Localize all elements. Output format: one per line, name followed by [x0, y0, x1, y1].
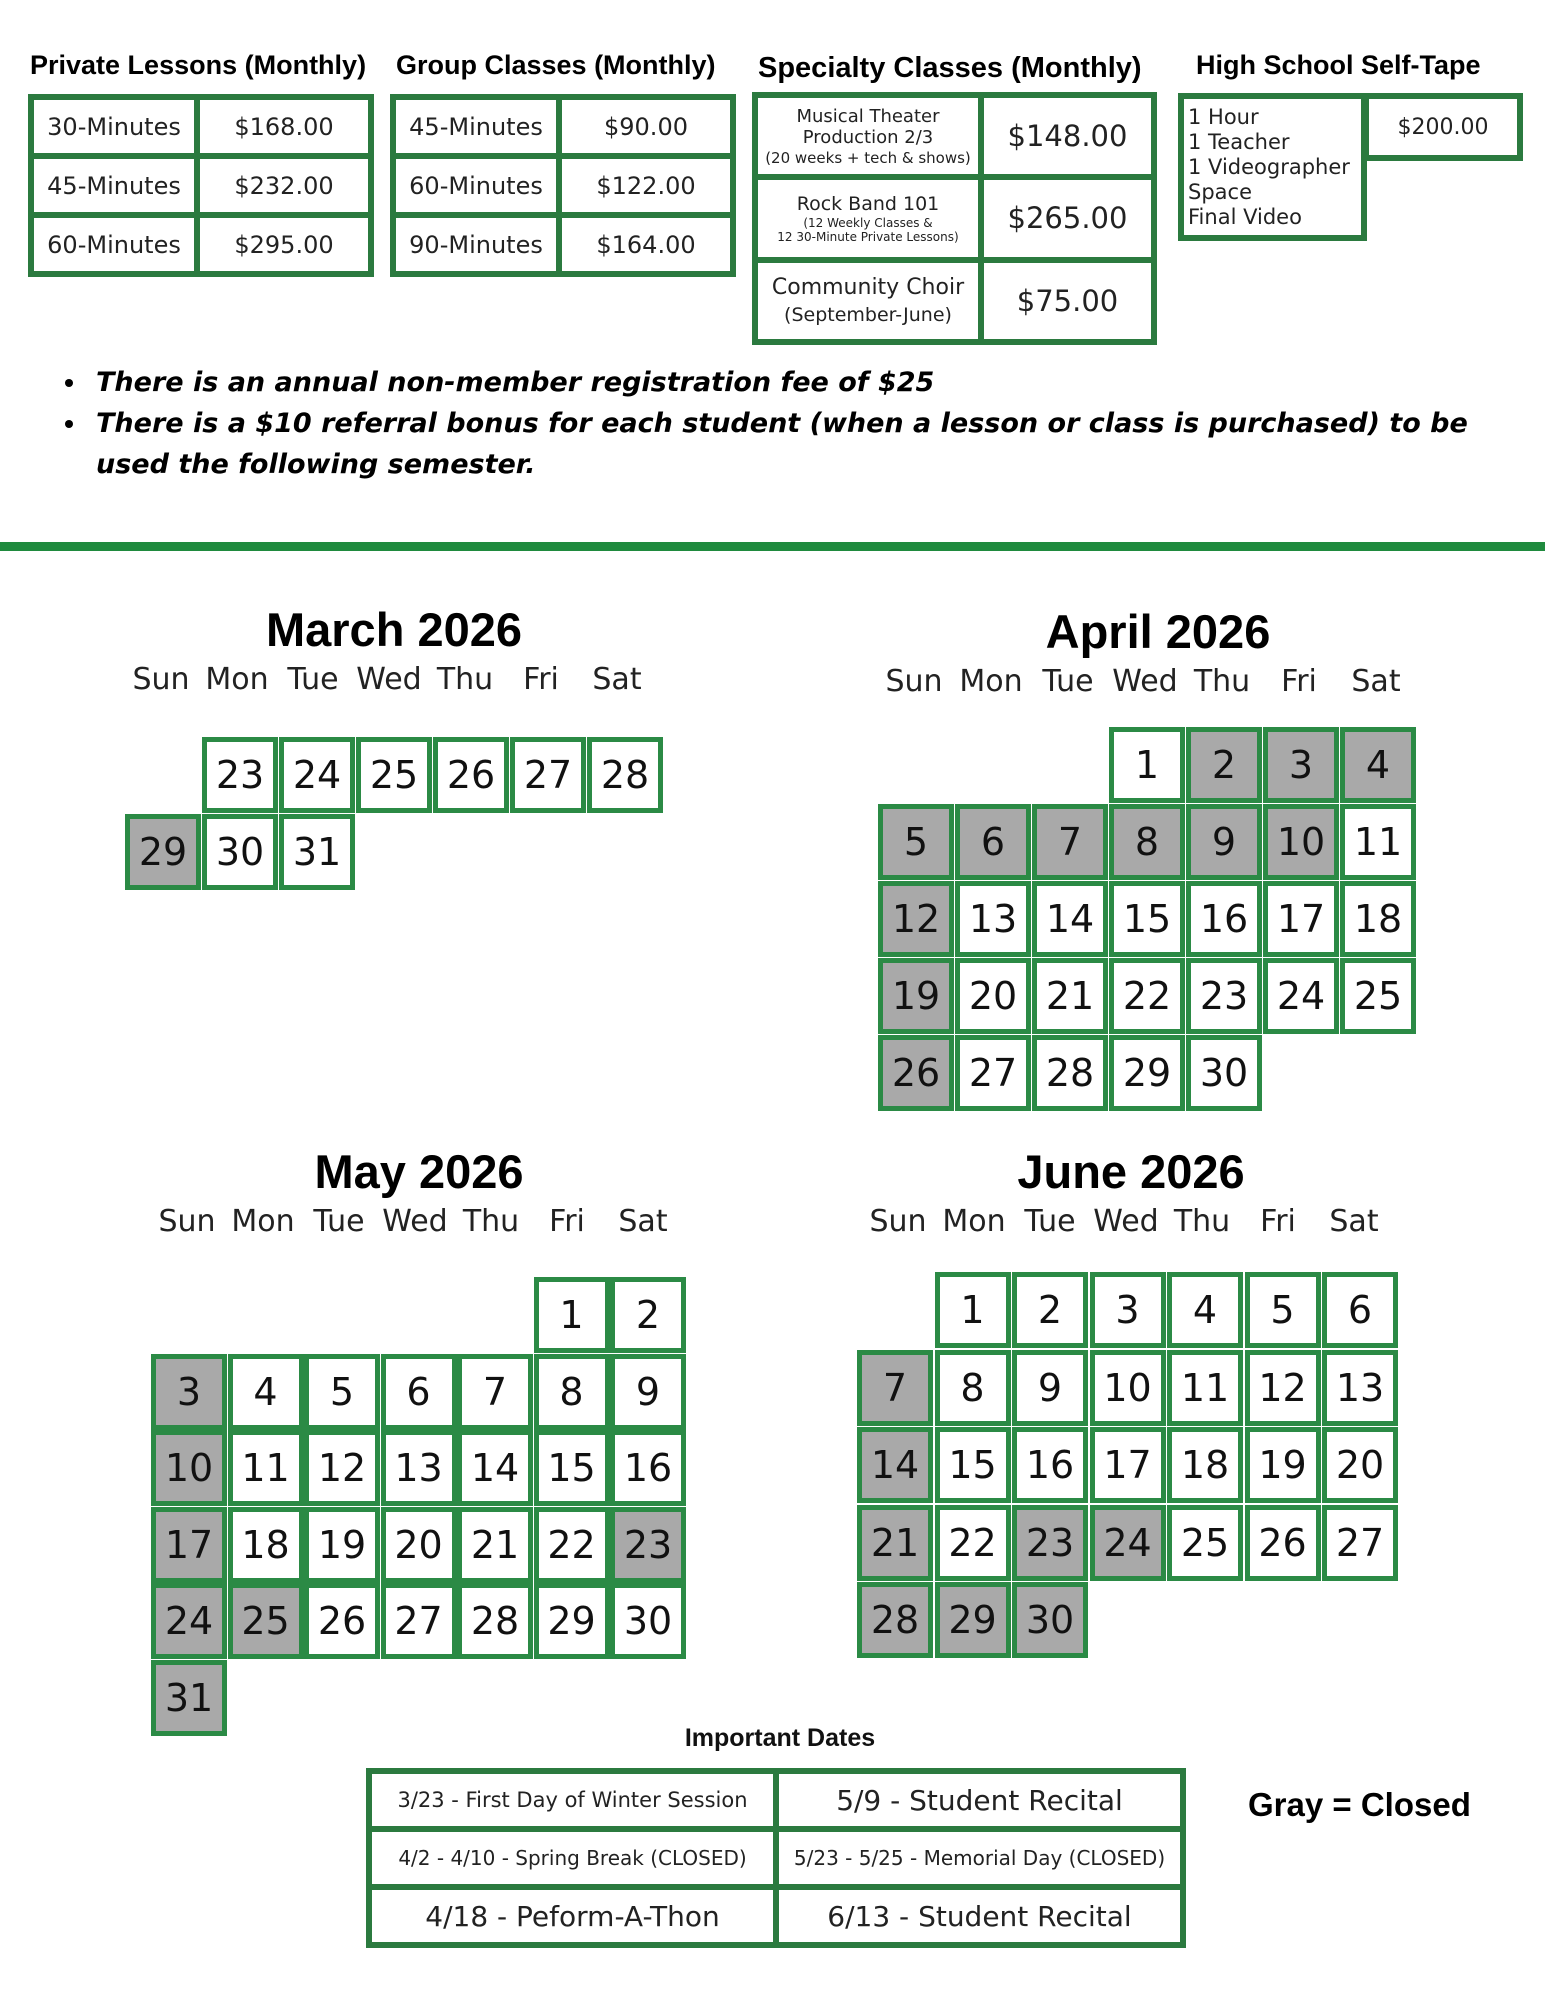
- calendar-day: 12: [304, 1430, 380, 1506]
- specialty-line: (20 weeks + tech & shows): [765, 148, 971, 167]
- note-item: • There is a $10 referral bonus for each student (when a lesson or class is purchased) to be used the following semester.: [88, 403, 1528, 485]
- important-date: 4/2 - 4/10 - Spring Break (CLOSED): [372, 1832, 773, 1884]
- calendar-day: 20: [1322, 1427, 1398, 1503]
- calendar-day: 25: [1340, 958, 1416, 1034]
- calendar-day: 25: [1167, 1505, 1243, 1581]
- calendar-day: 14: [1032, 881, 1108, 957]
- calendar-day: 28: [457, 1583, 533, 1659]
- calendar-day: 26: [1245, 1505, 1321, 1581]
- calendar-day: 4: [1340, 727, 1416, 803]
- calendar-day: 21: [1032, 958, 1108, 1034]
- weekday-sat: Sat: [1329, 1204, 1379, 1239]
- important-date: 5/23 - 5/25 - Memorial Day (CLOSED): [779, 1832, 1180, 1884]
- calendar-day: 8: [1109, 804, 1185, 880]
- calendar-day: 15: [1109, 881, 1185, 957]
- calendar-day: 8: [534, 1354, 610, 1430]
- calendar-day: 28: [1032, 1035, 1108, 1111]
- calendar-day: 3: [1090, 1272, 1166, 1348]
- calendar-day: 16: [1186, 881, 1262, 957]
- calendar-day: 21: [857, 1505, 933, 1581]
- calendar-day: 10: [1090, 1350, 1166, 1426]
- calendar-day: 18: [1340, 881, 1416, 957]
- calendar-day: 16: [1012, 1427, 1088, 1503]
- weekday-sun: Sun: [885, 664, 943, 699]
- calendar-day: 23: [610, 1507, 686, 1583]
- calendar-day: 18: [228, 1507, 304, 1583]
- section-divider: [0, 542, 1545, 551]
- price-value: $295.00: [200, 218, 368, 271]
- weekday-fri: Fri: [549, 1204, 585, 1239]
- calendar-day: 5: [878, 804, 954, 880]
- self-tape-line: 1 Videographer: [1188, 154, 1350, 179]
- specialty-classes-title: Specialty Classes (Monthly): [758, 52, 1142, 84]
- calendar-day: 22: [534, 1507, 610, 1583]
- calendar-day: 29: [1109, 1035, 1185, 1111]
- calendar-day: 30: [610, 1583, 686, 1659]
- calendar-day: 11: [1167, 1350, 1243, 1426]
- note-item: • There is an annual non-member registration fee of $25: [88, 362, 1528, 403]
- calendar-day: 16: [610, 1430, 686, 1506]
- calendar-day: 3: [151, 1354, 227, 1430]
- weekday-mon: Mon: [942, 1204, 1006, 1239]
- weekday-tue: Tue: [1042, 664, 1094, 699]
- price-label: 60-Minutes: [34, 218, 194, 271]
- weekday-mon: Mon: [205, 662, 269, 697]
- calendar-day: 28: [857, 1582, 933, 1658]
- price-value: $122.00: [562, 159, 730, 212]
- calendar-day: 8: [935, 1350, 1011, 1426]
- calendar-day: 23: [1012, 1505, 1088, 1581]
- calendar-day: 10: [151, 1430, 227, 1506]
- private-lessons-title: Private Lessons (Monthly): [30, 50, 367, 80]
- weekday-thu: Thu: [1173, 1204, 1231, 1239]
- calendar-day: 27: [510, 737, 586, 813]
- price-value: $148.00: [984, 98, 1151, 174]
- weekday-tue: Tue: [313, 1204, 365, 1239]
- specialty-line: Production 2/3: [802, 127, 934, 149]
- calendar-day: 23: [1186, 958, 1262, 1034]
- calendar-day: 5: [1245, 1272, 1321, 1348]
- calendar-day: 25: [228, 1583, 304, 1659]
- june-weekdays: [0, 1204, 1545, 1244]
- specialty-label: [758, 263, 978, 339]
- calendar-day: 24: [1090, 1505, 1166, 1581]
- calendar-day: 26: [304, 1583, 380, 1659]
- price-value: $164.00: [562, 218, 730, 271]
- weekday-thu: Thu: [436, 662, 494, 697]
- calendar-day: 17: [1263, 881, 1339, 957]
- calendar-day: 30: [1012, 1582, 1088, 1658]
- calendar-day: 17: [151, 1507, 227, 1583]
- weekday-wed: Wed: [1112, 664, 1178, 699]
- specialty-line: Rock Band 101: [796, 192, 940, 215]
- calendar-day: 14: [857, 1427, 933, 1503]
- calendar-day: 31: [151, 1660, 227, 1736]
- group-classes-table: [390, 94, 736, 277]
- price-label: 45-Minutes: [34, 159, 194, 212]
- calendar-day: 6: [955, 804, 1031, 880]
- group-classes-title: Group Classes (Monthly): [396, 50, 716, 80]
- calendar-day: 7: [457, 1354, 533, 1430]
- calendar-day: 1: [534, 1277, 610, 1353]
- calendar-day: 27: [1322, 1505, 1398, 1581]
- self-tape-line: 1 Hour: [1188, 104, 1259, 129]
- important-date: 4/18 - Peform-A-Thon: [372, 1890, 773, 1942]
- calendar-day: 30: [202, 814, 278, 890]
- weekday-fri: Fri: [523, 662, 559, 697]
- price-value: $200.00: [1369, 99, 1517, 155]
- calendar-day: 29: [125, 814, 201, 890]
- calendar-day: 28: [587, 737, 663, 813]
- calendar-day: 10: [1263, 804, 1339, 880]
- specialty-label: [758, 180, 978, 256]
- calendar-day: 19: [878, 958, 954, 1034]
- price-value: $265.00: [984, 180, 1151, 256]
- self-tape-price-table: [1363, 93, 1523, 161]
- important-date: 3/23 - First Day of Winter Session: [372, 1774, 773, 1826]
- weekday-sat: Sat: [592, 662, 642, 697]
- calendar-day: 13: [955, 881, 1031, 957]
- calendar-day: 2: [1186, 727, 1262, 803]
- calendar-day: 1: [935, 1272, 1011, 1348]
- specialty-line: Musical Theater: [796, 105, 940, 127]
- calendar-day: 29: [935, 1582, 1011, 1658]
- closed-legend: Gray = Closed: [1248, 1786, 1471, 1823]
- calendar-day: 27: [955, 1035, 1031, 1111]
- price-label: 30-Minutes: [34, 100, 194, 153]
- calendar-day: 27: [381, 1583, 457, 1659]
- weekday-sun: Sun: [132, 662, 190, 697]
- calendar-day: 23: [202, 737, 278, 813]
- march-title: March 2026: [265, 603, 523, 656]
- calendar-day: 20: [955, 958, 1031, 1034]
- self-tape-title: High School Self-Tape: [1196, 50, 1481, 80]
- calendar-day: 13: [1322, 1350, 1398, 1426]
- calendar-day: 7: [857, 1350, 933, 1426]
- calendar-day: 14: [457, 1430, 533, 1506]
- weekday-sun: Sun: [158, 1204, 216, 1239]
- calendar-day: 4: [228, 1354, 304, 1430]
- calendar-day: 24: [1263, 958, 1339, 1034]
- calendar-day: 17: [1090, 1427, 1166, 1503]
- calendar-day: 22: [935, 1505, 1011, 1581]
- specialty-classes-table: [752, 92, 1157, 345]
- calendar-day: 24: [151, 1583, 227, 1659]
- calendar-day: 15: [935, 1427, 1011, 1503]
- price-label: 45-Minutes: [396, 100, 556, 153]
- price-label: 90-Minutes: [396, 218, 556, 271]
- weekday-thu: Thu: [462, 1204, 520, 1239]
- calendar-day: 29: [534, 1583, 610, 1659]
- calendar-day: 22: [1109, 958, 1185, 1034]
- calendar-day: 25: [356, 737, 432, 813]
- calendar-day: 13: [381, 1430, 457, 1506]
- weekday-fri: Fri: [1281, 664, 1317, 699]
- april-weekdays: [0, 664, 1545, 704]
- weekday-sat: Sat: [618, 1204, 668, 1239]
- notes-list: [52, 362, 1528, 485]
- june-title: June 2026: [1017, 1145, 1245, 1198]
- weekday-wed: Wed: [356, 662, 422, 697]
- calendar-day: 6: [381, 1354, 457, 1430]
- calendar-day: 2: [610, 1277, 686, 1353]
- specialty-line: 12 30-Minute Private Lessons): [777, 229, 959, 244]
- calendar-day: 20: [381, 1507, 457, 1583]
- important-dates-title: Important Dates: [684, 1724, 876, 1752]
- calendar-day: 12: [878, 881, 954, 957]
- weekday-thu: Thu: [1193, 664, 1251, 699]
- calendar-day: 12: [1245, 1350, 1321, 1426]
- price-value: $75.00: [984, 263, 1151, 339]
- calendar-day: 31: [279, 814, 355, 890]
- april-title: April 2026: [1045, 605, 1271, 658]
- calendar-day: 5: [304, 1354, 380, 1430]
- weekday-mon: Mon: [959, 664, 1023, 699]
- self-tape-line: 1 Teacher: [1188, 129, 1290, 154]
- weekday-wed: Wed: [382, 1204, 448, 1239]
- may-title: May 2026: [314, 1145, 524, 1198]
- self-tape-details: [1184, 99, 1361, 235]
- calendar-day: 19: [1245, 1427, 1321, 1503]
- weekday-mon: Mon: [231, 1204, 295, 1239]
- price-value: $168.00: [200, 100, 368, 153]
- calendar-day: 7: [1032, 804, 1108, 880]
- self-tape-line: Space: [1188, 179, 1252, 204]
- important-date: 5/9 - Student Recital: [779, 1774, 1180, 1826]
- specialty-line: (12 Weekly Classes &: [803, 215, 933, 230]
- calendar-day: 9: [610, 1354, 686, 1430]
- weekday-tue: Tue: [1024, 1204, 1076, 1239]
- specialty-line: (September-June): [784, 303, 952, 326]
- important-date: 6/13 - Student Recital: [779, 1890, 1180, 1942]
- private-lessons-table: [28, 94, 374, 277]
- calendar-day: 6: [1322, 1272, 1398, 1348]
- calendar-day: 26: [433, 737, 509, 813]
- weekday-wed: Wed: [1093, 1204, 1159, 1239]
- calendar-day: 3: [1263, 727, 1339, 803]
- calendar-day: 11: [228, 1430, 304, 1506]
- weekday-fri: Fri: [1260, 1204, 1296, 1239]
- self-tape-table: [1178, 93, 1367, 241]
- calendar-day: 1: [1109, 727, 1185, 803]
- calendar-day: 30: [1186, 1035, 1262, 1111]
- specialty-label: [758, 98, 978, 174]
- weekday-sat: Sat: [1351, 664, 1401, 699]
- calendar-day: 9: [1186, 804, 1262, 880]
- calendar-day: 4: [1167, 1272, 1243, 1348]
- calendar-day: 15: [534, 1430, 610, 1506]
- price-value: $232.00: [200, 159, 368, 212]
- price-label: 60-Minutes: [396, 159, 556, 212]
- calendar-day: 19: [304, 1507, 380, 1583]
- calendar-day: 21: [457, 1507, 533, 1583]
- specialty-line: Community Choir: [771, 275, 965, 301]
- calendar-day: 24: [279, 737, 355, 813]
- weekday-sun: Sun: [869, 1204, 927, 1239]
- calendar-day: 18: [1167, 1427, 1243, 1503]
- price-value: $90.00: [562, 100, 730, 153]
- important-dates-table: [366, 1768, 1186, 1948]
- calendar-day: 9: [1012, 1350, 1088, 1426]
- calendar-day: 2: [1012, 1272, 1088, 1348]
- self-tape-line: Final Video: [1188, 204, 1302, 229]
- weekday-tue: Tue: [287, 662, 339, 697]
- calendar-day: 11: [1340, 804, 1416, 880]
- calendar-day: 26: [878, 1035, 954, 1111]
